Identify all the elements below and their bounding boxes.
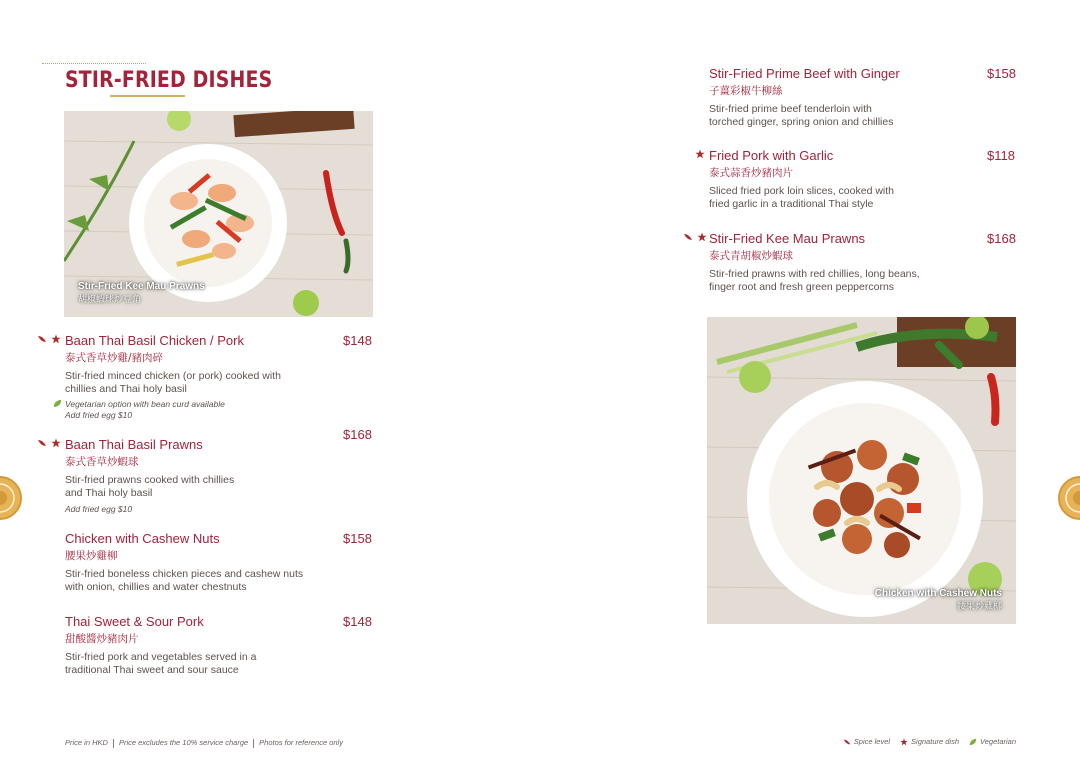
- legend-vegetarian: [969, 737, 1016, 746]
- item-description-line: with onion, chillies and water chestnuts: [65, 581, 247, 593]
- right-edge-medallion: [1036, 476, 1080, 520]
- legend-spice-label: Spice level: [853, 737, 891, 746]
- item-marks: [37, 334, 61, 344]
- item-name: Baan Thai Basil Prawns: [65, 437, 203, 452]
- title-underline: [110, 95, 185, 97]
- item-description-line: Stir-fried prime beef tenderloin with: [709, 103, 872, 115]
- item-name: Thai Sweet & Sour Pork: [65, 614, 204, 629]
- item-price: $158: [343, 531, 372, 546]
- chili-icon: [37, 334, 47, 344]
- chicken-cashew-dish-illustration: [707, 317, 1016, 624]
- item-marks: [695, 149, 705, 159]
- item-name: Stir-Fried Kee Mau Prawns: [709, 231, 866, 246]
- section-title: STIR-FRIED DISHES: [65, 68, 273, 93]
- legend-spice: [843, 737, 890, 746]
- item-price: $118: [987, 148, 1015, 163]
- menu-item-chicken-cashew: [65, 531, 375, 597]
- item-marks: [683, 232, 707, 242]
- item-description-line: torched ginger, spring onion and chillies: [709, 116, 894, 128]
- item-name-zh: 泰式香草炒雞/豬肉碎: [65, 352, 164, 364]
- menu-item-pork-garlic: [709, 148, 1017, 214]
- medallion-ornament-icon: [1036, 476, 1080, 520]
- title-dotted-rule: [42, 63, 146, 64]
- item-description: [709, 103, 893, 129]
- star-icon: [51, 438, 61, 448]
- item-name-zh: 子薑彩椒牛柳絲: [709, 85, 783, 97]
- menu-item-sweet-sour-pork: [65, 614, 375, 680]
- item-name: Stir-Fried Prime Beef with Ginger: [709, 66, 900, 81]
- item-name-zh: 泰式香草炒蝦球: [65, 456, 139, 468]
- star-icon: [900, 738, 908, 746]
- footer-notes: [65, 738, 343, 748]
- item-description-line: finger root and fresh green peppercorns: [709, 281, 895, 293]
- item-price: $148: [343, 333, 372, 348]
- chili-icon: [843, 738, 851, 746]
- item-description: [65, 651, 256, 677]
- item-description-line: Stir-fried pork and vegetables served in a: [65, 651, 257, 663]
- item-name-zh: 泰式青胡椒炒蝦球: [709, 250, 793, 262]
- photo-caption: [875, 588, 1002, 612]
- menu-item-basil-chicken-pork: [65, 333, 375, 423]
- item-description: [65, 474, 234, 500]
- item-price: $168: [987, 231, 1016, 246]
- photo-caption-en: Stir-Fried Kee Mau Prawns: [78, 281, 205, 292]
- leaf-icon: [969, 738, 977, 746]
- legend-vegetarian-label: Vegetarian: [980, 737, 1016, 746]
- item-description-line: Stir-fried boneless chicken pieces and cashew nuts: [65, 568, 304, 580]
- item-name: Chicken with Cashew Nuts: [65, 531, 220, 546]
- star-icon: [51, 334, 61, 344]
- item-description-line: Stir-fried minced chicken (or pork) cooked with: [65, 370, 281, 382]
- legend-signature-label: Signature dish: [911, 737, 959, 746]
- item-price: $148: [343, 614, 372, 629]
- item-marks: [37, 438, 61, 448]
- leaf-icon: [53, 399, 62, 408]
- menu-item-prime-beef-ginger: [709, 66, 1017, 132]
- item-description: [65, 370, 281, 396]
- item-description-line: Stir-fried prawns cooked with chillies: [65, 474, 235, 486]
- medallion-ornament-icon: [0, 476, 44, 520]
- legend-signature: [900, 737, 959, 746]
- star-icon: [695, 149, 705, 159]
- item-description: [709, 268, 920, 294]
- chili-icon: [683, 232, 693, 242]
- footer-separator: [113, 739, 114, 748]
- item-description-line: fried garlic in a traditional Thai style: [709, 198, 874, 210]
- photo-chicken-cashew: [707, 317, 1016, 624]
- item-description: [709, 185, 894, 211]
- item-description-line: Stir-fried prawns with red chillies, long beans,: [709, 268, 920, 280]
- item-name-zh: 泰式蒜香炒豬肉片: [709, 167, 793, 179]
- item-name-zh: 腰果炒雞柳: [65, 550, 118, 562]
- chili-icon: [37, 438, 47, 448]
- item-description-line: chillies and Thai holy basil: [65, 383, 187, 395]
- footer-service-note: Price excludes the 10% service charge: [118, 738, 249, 747]
- legend: [843, 737, 1016, 746]
- item-description: [65, 568, 303, 594]
- left-edge-medallion: [0, 476, 44, 520]
- item-name: Baan Thai Basil Chicken / Pork: [65, 333, 244, 348]
- photo-caption: [78, 281, 205, 305]
- item-description-line: traditional Thai sweet and sour sauce: [65, 664, 239, 676]
- item-name-zh: 甜酸醬炒豬肉片: [65, 633, 139, 645]
- footer-price-note: Price in HKD: [65, 738, 108, 747]
- vegetarian-note: Vegetarian option with bean curd available: [65, 399, 225, 409]
- footer-separator: [253, 739, 254, 748]
- item-description-line: Sliced fried pork loin slices, cooked with: [709, 185, 895, 197]
- star-icon: [697, 232, 707, 242]
- photo-caption-en: Chicken with Cashew Nuts: [874, 588, 1002, 599]
- menu-item-kee-mau-prawns: [709, 231, 1017, 297]
- menu-item-basil-prawns: [65, 427, 375, 517]
- item-name: Fried Pork with Garlic: [709, 148, 834, 163]
- photo-caption-zh: 胡椒蝦球炒豆角: [78, 294, 142, 304]
- photo-caption-zh: 腰果炒雞柳: [956, 601, 1002, 611]
- item-price: $168: [343, 427, 372, 442]
- extra-note: Add fried egg $10: [65, 504, 133, 514]
- extra-note: Add fried egg $10: [65, 410, 133, 420]
- footer-photo-note: Photos for reference only: [259, 738, 343, 747]
- item-description-line: and Thai holy basil: [65, 487, 153, 499]
- photo-kee-mau-prawns: [64, 111, 373, 317]
- item-price: $158: [987, 66, 1016, 81]
